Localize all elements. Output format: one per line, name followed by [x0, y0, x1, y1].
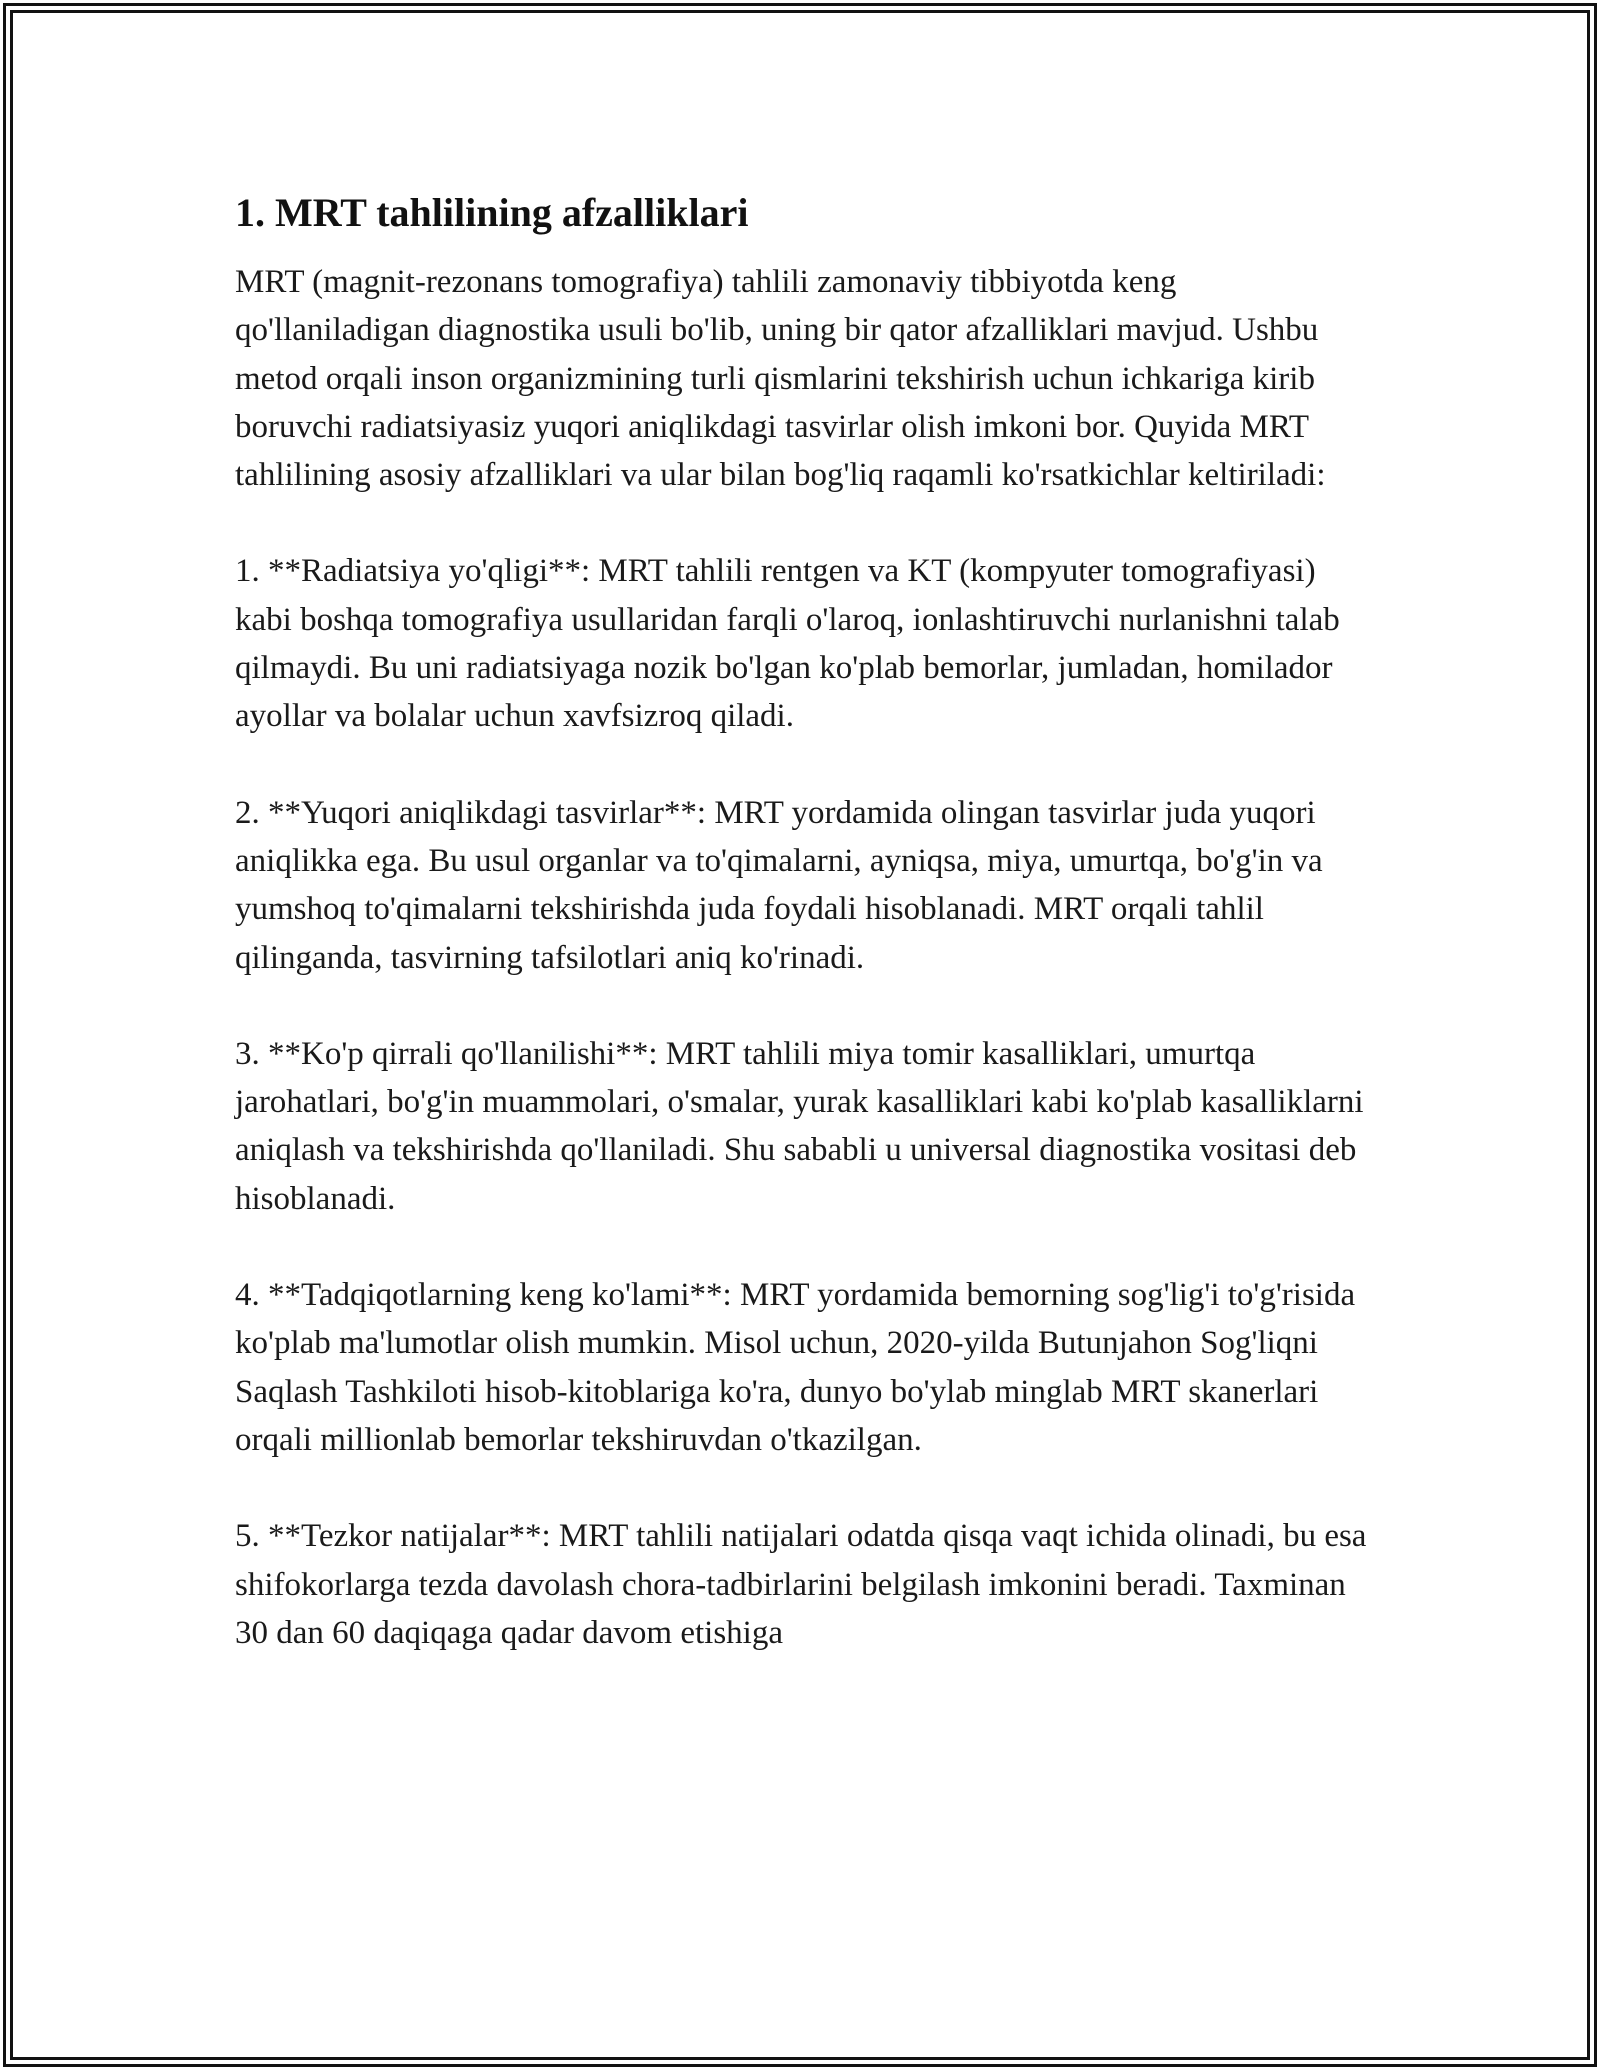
intro-paragraph: MRT (magnit-rezonans tomografiya) tahlili zamonaviy tibbiyotda keng qo'llaniladigan diagnostika usuli bo'lib, uning bir qator afzalliklari mavjud. Ushbu metod orqali inson organizmining turli qismlarini tekshirish uchun ichkariga kirib boruvchi radiatsiyasiz yuqori aniqlikdagi tasvirlar olish imkoni bor. Quyida MRT tahlilining asosiy afzalliklari va ular bilan bog'liq raqamli ko'rsatkichlar keltiriladi:: [235, 264, 1326, 494]
document-body: [235, 186, 1375, 1705]
list-item-high-resolution: 2. **Yuqori aniqlikdagi tasvirlar**: MRT yordamida olingan tasvirlar juda yuqori aniqlikka ega. Bu usul organlar va to'qimalarni, ayniqsa, miya, umurtqa, bo'g'in va yumshoq to'qimalarni tekshirishda juda foydali hisoblanadi. MRT orqali tahlil qilinganda, tasvirning tafsilotlari aniq ko'rinadi.: [235, 794, 1323, 976]
list-item-versatile-use: 3. **Ko'p qirrali qo'llanilishi**: MRT tahlili miya tomir kasalliklari, umurtqa jarohatlari, bo'g'in muammolari, o'smalar, yurak kasalliklari kabi ko'plab kasalliklarni aniqlash va tekshirishda qo'llaniladi. Shu sababli u universal diagnostika vositasi deb hisoblanadi.: [235, 1035, 1364, 1217]
list-item-research-scope: 4. **Tadqiqotlarning keng ko'lami**: MRT yordamida bemorning sog'lig'i to'g'risida ko'plab ma'lumotlar olish mumkin. Misol uchun, 2020-yilda Butunjahon Sog'liqni Saqlash Tashkiloti hisob-kitoblariga ko'ra, dunyo bo'ylab minglab MRT skanerlari orqali millionlab bemorlar tekshiruvdan o'tkazilgan.: [235, 1277, 1356, 1458]
list-item-fast-results: 5. **Tezkor natijalar**: MRT tahlili natijalari odatda qisqa vaqt ichida olinadi, bu esa shifokorlarga tezda davolash chora-tadbirlarini belgilash imkonini beradi. Taxminan 30 dan 60 daqiqaga qadar davom etishiga: [235, 1518, 1367, 1651]
document-title: 1. MRT tahlilining afzalliklari: [235, 190, 749, 235]
list-item-radiation-free: 1. **Radiatsiya yo'qligi**: MRT tahlili rentgen va KT (kompyuter tomografiyasi) kabi boshqa tomografiya usullaridan farqli o'laroq, ionlashtiruvchi nurlanishni talab qilmaydi. Bu uni radiatsiyaga nozik bo'lgan ko'plab bemorlar, jumladan, homilador ayollar va bolalar uchun xavfsizroq qiladi.: [235, 553, 1340, 735]
